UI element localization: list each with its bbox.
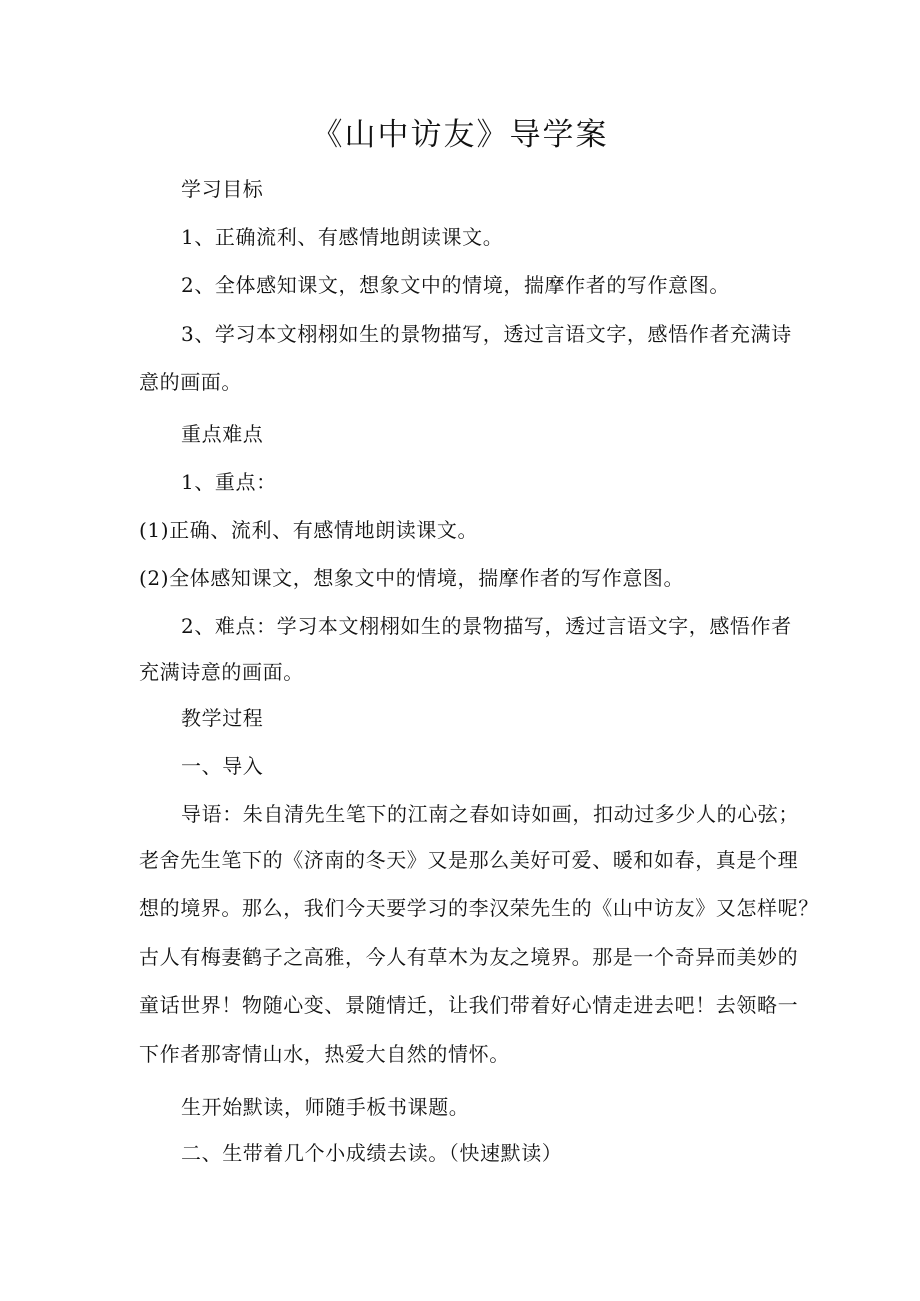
reading-instruction: 生开始默读，师随手板书课题。 — [181, 1095, 470, 1119]
section-heading-goals: 学习目标 — [181, 177, 264, 201]
intro-paragraph-line-5: 童话世界！物随心变、景随情迁，让我们带着好心情走进去吧！去领略一 — [139, 993, 799, 1017]
goal-item-1: 1、正确流利、有感情地朗读课文。 — [181, 225, 504, 249]
intro-paragraph-line-4: 古人有梅妻鹤子之高雅，今人有草木为友之境界。那是一个奇异而美妙的 — [139, 945, 799, 969]
key-point-heading: 1、重点： — [181, 470, 277, 494]
key-point-item-2: (2)全体感知课文，想象文中的情境，揣摩作者的写作意图。 — [139, 566, 685, 590]
section-heading-key-points: 重点难点 — [181, 422, 264, 446]
difficulty-line-1: 2、难点：学习本文栩栩如生的景物描写，透过言语文字，感悟作者 — [181, 614, 792, 638]
key-point-item-1: (1)正确、流利、有感情地朗读课文。 — [139, 518, 479, 542]
intro-paragraph-line-2: 老舍先生笔下的《济南的冬天》又是那么美好可爱、暖和如春，真是个理 — [139, 848, 799, 872]
goal-item-2: 2、全体感知课文，想象文中的情境，揣摩作者的写作意图。 — [181, 273, 730, 297]
section-heading-process: 教学过程 — [181, 706, 264, 730]
goal-item-3-line-2: 意的画面。 — [139, 370, 242, 394]
goal-item-3-line-1: 3、学习本文栩栩如生的景物描写，透过言语文字，感悟作者充满诗 — [181, 322, 792, 346]
document-title: 《山中访友》导学案 — [311, 117, 609, 153]
step-intro-heading: 一、导入 — [181, 754, 264, 778]
intro-paragraph-line-3: 想的境界。那么，我们今天要学习的李汉荣先生的《山中访友》又怎样呢？ — [139, 896, 819, 920]
intro-paragraph-line-1: 导语：朱自清先生笔下的江南之春如诗如画，扣动过多少人的心弦； — [181, 802, 799, 826]
step-two-heading: 二、生带着几个小成绩去读。（快速默读） — [181, 1141, 563, 1165]
difficulty-line-2: 充满诗意的画面。 — [139, 660, 304, 684]
intro-paragraph-line-6: 下作者那寄情山水，热爱大自然的情怀。 — [139, 1042, 510, 1066]
